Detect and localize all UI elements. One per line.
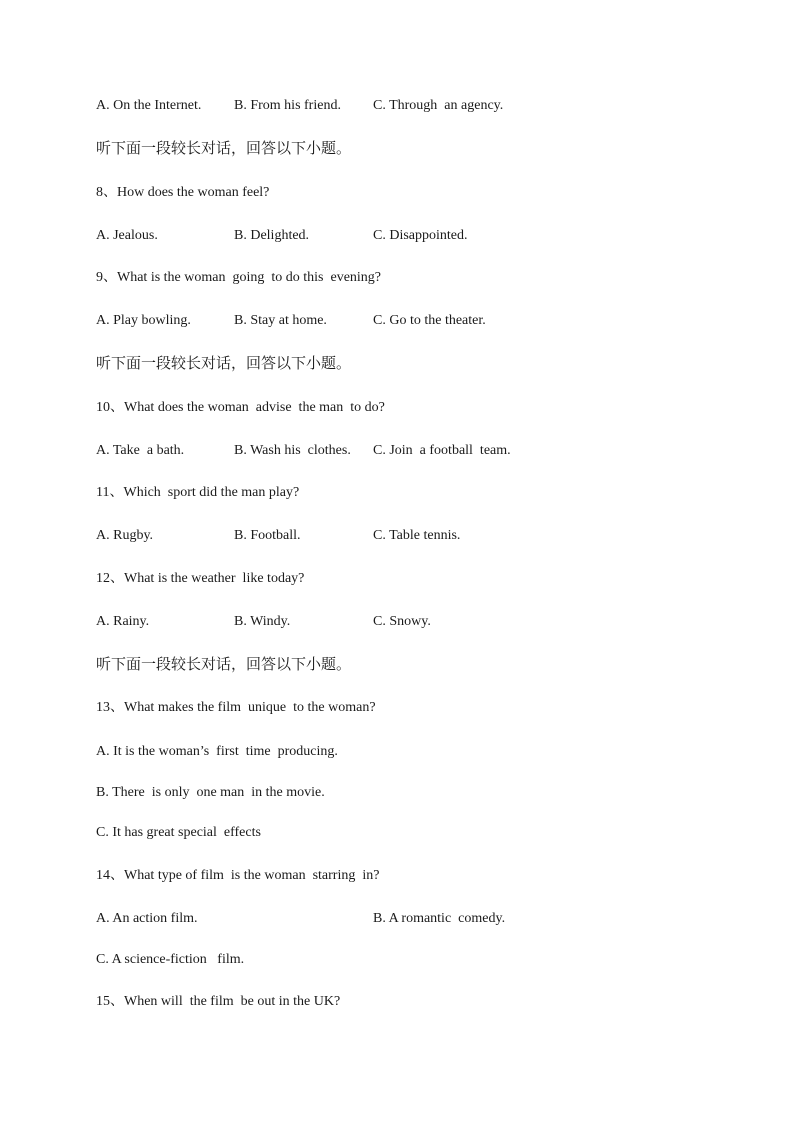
q14-question: 14、What type of film is the woman starring in? <box>96 868 380 883</box>
q11-option-b: B. Football. <box>234 528 301 543</box>
q9-option-b: B. Stay at home. <box>234 313 327 328</box>
q11-option-c: C. Table tennis. <box>373 528 461 543</box>
section-instruction: 听下面一段较长对话，回答以下小题。 <box>96 655 352 673</box>
q15-question: 15、When will the film be out in the UK? <box>96 994 341 1009</box>
q12-option-b: B. Windy. <box>234 614 291 629</box>
q9-question: 9、What is the woman going to do this evening? <box>96 270 382 285</box>
q11-question: 11、Which sport did the man play? <box>96 485 300 500</box>
q9-option-c: C. Go to the theater. <box>373 313 486 328</box>
q13-option-b: B. There is only one man in the movie. <box>96 785 325 800</box>
q14-option-b: B. A romantic comedy. <box>373 911 506 926</box>
q9-option-a: A. Play bowling. <box>96 313 191 328</box>
q10-option-a: A. Take a bath. <box>96 443 185 458</box>
q10-option-c: C. Join a football team. <box>373 443 511 458</box>
q11-option-a: A. Rugby. <box>96 528 154 543</box>
q8-question: 8、How does the woman feel? <box>96 185 270 200</box>
q14-option-a: A. An action film. <box>96 911 198 926</box>
q12-option-c: C. Snowy. <box>373 614 431 629</box>
q10-option-b: B. Wash his clothes. <box>234 443 351 458</box>
q8-option-a: A. Jealous. <box>96 228 158 243</box>
q10-question: 10、What does the woman advise the man to do? <box>96 400 385 415</box>
q14-option-c: C. A science-fiction film. <box>96 952 245 967</box>
q8-option-b: B. Delighted. <box>234 228 310 243</box>
q12-question: 12、What is the weather like today? <box>96 571 305 586</box>
q13-option-a: A. It is the woman’s first time producing. <box>96 744 338 759</box>
q7-option-b: B. From his friend. <box>234 98 341 113</box>
q13-option-c: C. It has great special effects <box>96 825 261 840</box>
q13-question: 13、What makes the film unique to the woman? <box>96 700 376 715</box>
q12-option-a: A. Rainy. <box>96 614 150 629</box>
section-instruction: 听下面一段较长对话，回答以下小题。 <box>96 354 352 372</box>
section-instruction: 听下面一段较长对话，回答以下小题。 <box>96 139 352 157</box>
q7-option-c: C. Through an agency. <box>373 98 504 113</box>
q8-option-c: C. Disappointed. <box>373 228 468 243</box>
q7-option-a: A. On the Internet. <box>96 98 202 113</box>
